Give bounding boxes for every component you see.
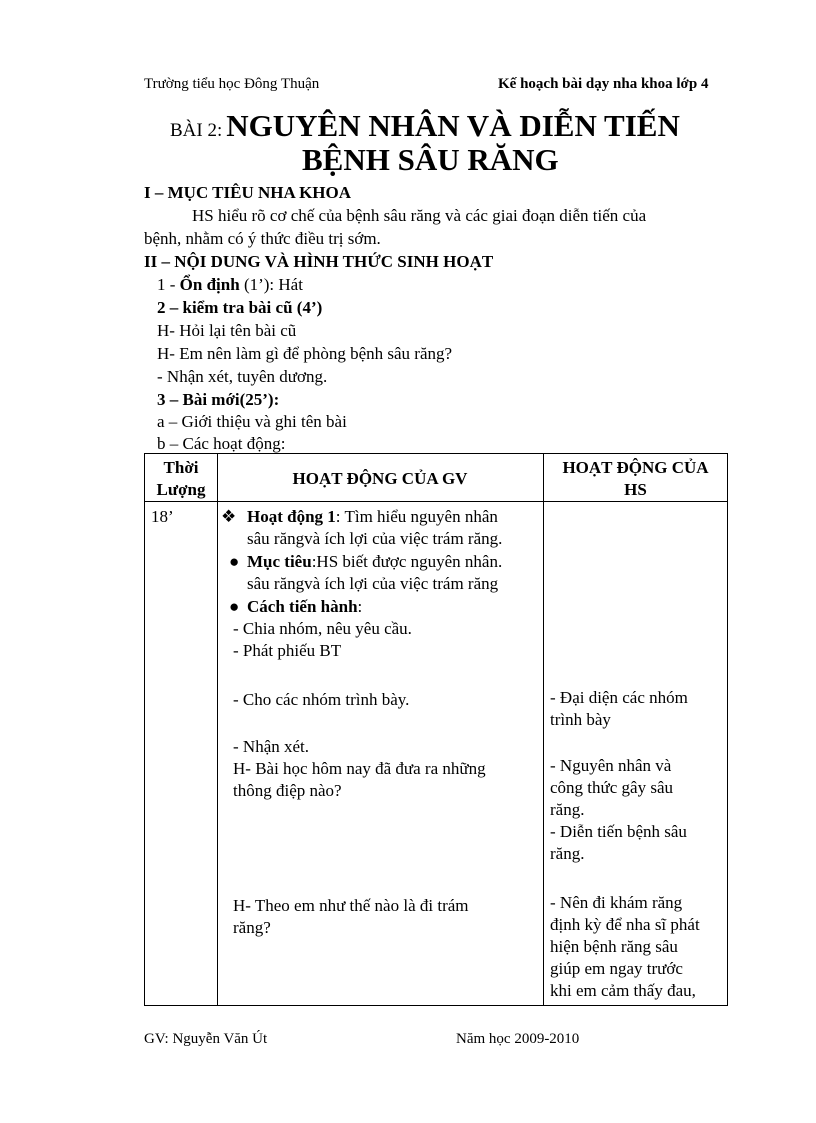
hd1-bold: Hoạt động 1 bbox=[247, 507, 336, 526]
hs-line: giúp em ngay trước bbox=[550, 959, 683, 978]
mt-bold: Mục tiêu bbox=[247, 552, 312, 571]
title-line2: BỆNH SÂU RĂNG bbox=[302, 142, 559, 177]
item1-rest: (1’): Hát bbox=[239, 275, 303, 294]
question-3: - Nhận xét, tuyên dương. bbox=[157, 367, 328, 386]
hd1-rest: : Tìm hiểu nguyên nhân bbox=[335, 507, 498, 526]
sub-b: b – Các hoạt động: bbox=[157, 434, 286, 453]
header-school: Trường tiểu học Đông Thuận bbox=[144, 76, 320, 92]
hs-line: khi em cảm thấy đau, bbox=[550, 981, 696, 1000]
gv-line-8: răng? bbox=[233, 918, 271, 937]
mt-item bbox=[221, 551, 541, 573]
table-divider bbox=[217, 454, 218, 1005]
title-line1: NGUYÊN NHÂN VÀ DIỄN TIẾN bbox=[226, 108, 680, 143]
hd1-line2: sâu răngvà ích lợi của việc trám răng. bbox=[247, 529, 503, 548]
footer-teacher: GV: Nguyễn Văn Út bbox=[144, 1031, 268, 1047]
hs-line: định kỳ để nha sĩ phát bbox=[550, 915, 700, 934]
header-time-line2: Lượng bbox=[156, 480, 206, 499]
gv-line-5: H- Bài học hôm nay đã đưa ra những bbox=[233, 759, 486, 778]
hs-line: hiện bệnh răng sâu bbox=[550, 937, 678, 956]
table-header-hs bbox=[543, 457, 728, 501]
table-cell-time: 18’ bbox=[151, 507, 174, 526]
page-title bbox=[170, 108, 680, 144]
dot-bullet-icon: ● bbox=[229, 597, 240, 616]
item3-bold: Bài mới bbox=[182, 390, 240, 409]
hs-answer-2 bbox=[550, 755, 687, 865]
item2-bold: kiểm tra bài cũ bbox=[182, 298, 293, 317]
hs-line: - Nguyên nhân và bbox=[550, 756, 672, 775]
item2-rest: (4’) bbox=[292, 298, 323, 317]
mt-line2: sâu răngvà ích lợi của việc trám răng bbox=[247, 574, 499, 593]
hs-line: răng. bbox=[550, 844, 585, 863]
dot-bullet-icon: ● bbox=[229, 552, 240, 571]
table-divider bbox=[145, 501, 727, 502]
question-2: H- Em nên làm gì để phòng bệnh sâu răng? bbox=[157, 344, 453, 363]
gv-line-6: thông điệp nào? bbox=[233, 781, 342, 800]
gv-line-3: - Cho các nhóm trình bày. bbox=[233, 690, 410, 709]
section1-line2: bệnh, nhằm có ý thức điều trị sớm. bbox=[144, 229, 381, 248]
cth-rest: : bbox=[357, 597, 363, 616]
item1-num: 1 - bbox=[157, 275, 176, 294]
table-cell-gv bbox=[221, 506, 541, 662]
cth-bold: Cách tiến hành bbox=[247, 597, 358, 616]
activities-table bbox=[144, 453, 728, 1006]
question-1: H- Hỏi lại tên bài cũ bbox=[157, 321, 297, 340]
section1-line1: HS hiểu rõ cơ chế của bệnh sâu răng và các giai đoạn diễn tiến của bbox=[192, 206, 647, 225]
gv-line-2: - Phát phiếu BT bbox=[233, 641, 342, 660]
hs-answer-1 bbox=[550, 687, 688, 731]
cth-item bbox=[221, 596, 541, 618]
hs-line: - Diễn tiến bệnh sâu bbox=[550, 822, 687, 841]
table-divider bbox=[543, 454, 544, 1005]
table-header-gv: HOẠT ĐỘNG CỦA GV bbox=[292, 469, 468, 488]
sub-a: a – Giới thiệu và ghi tên bài bbox=[157, 412, 347, 431]
hs-line: trình bày bbox=[550, 710, 611, 729]
item2-num: 2 – bbox=[157, 298, 179, 317]
hd1-item bbox=[221, 506, 541, 528]
item3 bbox=[157, 390, 279, 410]
hs-line: - Nên đi khám răng bbox=[550, 893, 683, 912]
item2 bbox=[157, 298, 322, 318]
diamond-bullet-icon: ❖ bbox=[221, 507, 237, 526]
header-time-line1: Thời bbox=[163, 458, 199, 477]
hs-line: công thức gây sâu bbox=[550, 778, 673, 797]
item1 bbox=[157, 275, 303, 295]
header-hs-line1: HOẠT ĐỘNG CỦA bbox=[562, 458, 709, 477]
header-hs-line2: HS bbox=[624, 480, 647, 499]
title-prefix: BÀI 2: bbox=[170, 120, 223, 141]
item3-num: 3 – bbox=[157, 390, 179, 409]
hs-line: răng. bbox=[550, 800, 585, 819]
hs-line: - Đại diện các nhóm bbox=[550, 688, 688, 707]
item3-rest: (25’): bbox=[239, 390, 280, 409]
gv-line-1: - Chia nhóm, nêu yêu cầu. bbox=[233, 619, 412, 638]
footer-year: Năm học 2009-2010 bbox=[456, 1031, 580, 1047]
section2-heading: II – NỘI DUNG VÀ HÌNH THỨC SINH HOẠT bbox=[144, 252, 494, 271]
header-plan: Kế hoạch bài dạy nha khoa lớp 4 bbox=[498, 76, 709, 92]
hs-answer-3 bbox=[550, 892, 700, 1002]
mt-rest: :HS biết được nguyên nhân. bbox=[311, 552, 503, 571]
table-header-time bbox=[145, 457, 217, 501]
gv-line-4: - Nhận xét. bbox=[233, 737, 310, 756]
section1-heading: I – MỤC TIÊU NHA KHOA bbox=[144, 183, 352, 202]
gv-line-7: H- Theo em như thế nào là đi trám bbox=[233, 896, 469, 915]
item1-bold: Ổn định bbox=[179, 275, 240, 294]
